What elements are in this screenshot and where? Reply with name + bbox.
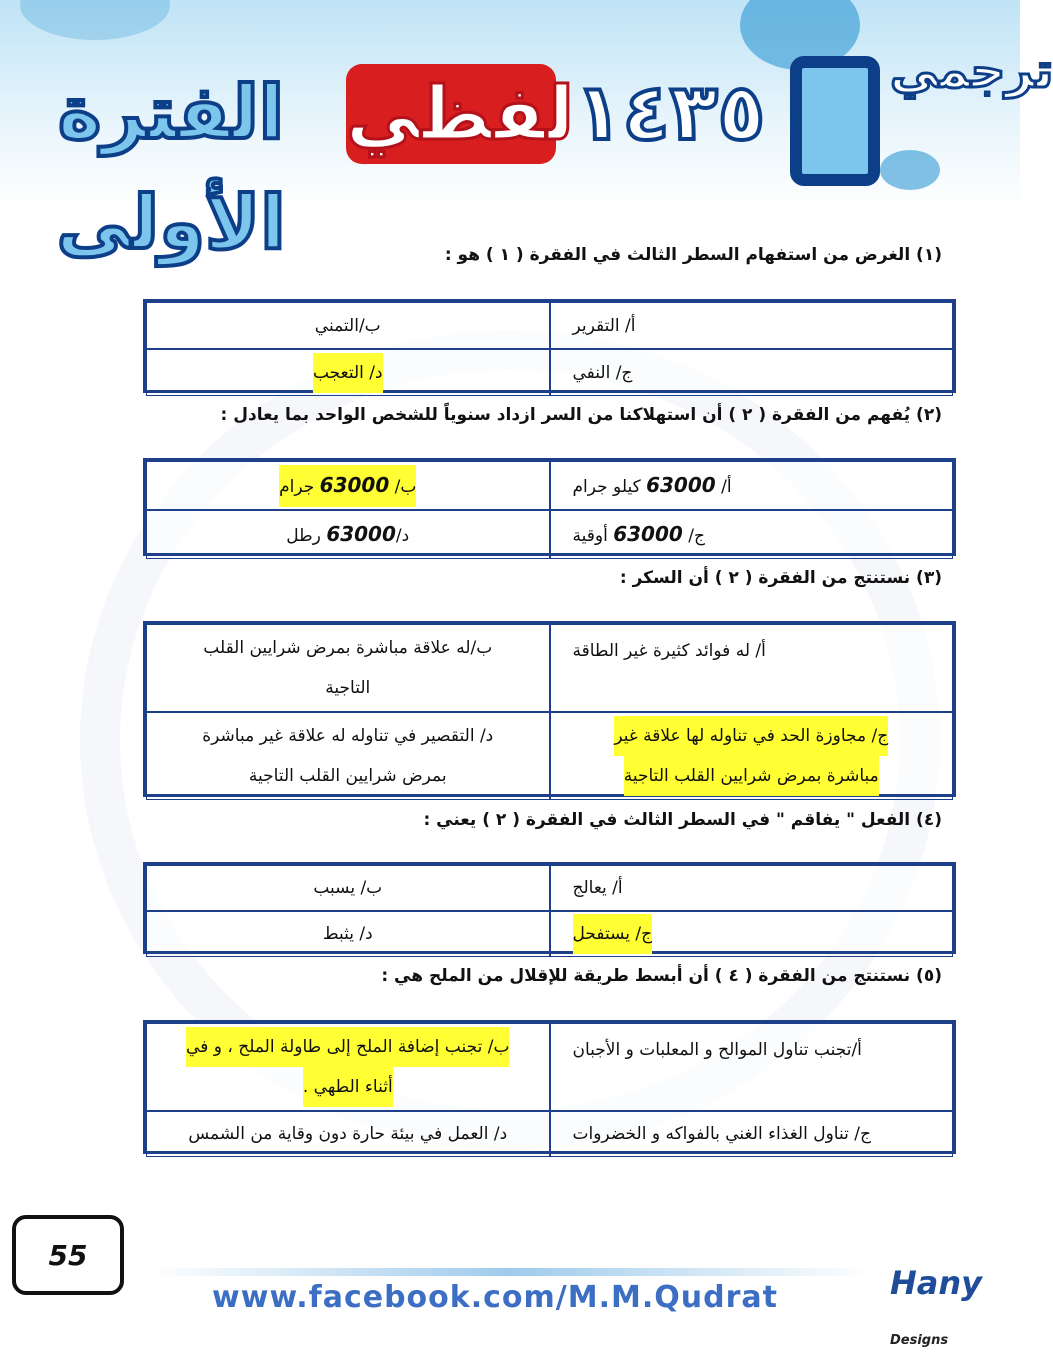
- option-b[interactable]: [146, 461, 550, 510]
- option-a[interactable]: [550, 624, 954, 712]
- option-unit: كيلو جرام: [572, 476, 641, 497]
- option-b[interactable]: [146, 1023, 550, 1111]
- logo-text: ترجمي: [890, 43, 1053, 99]
- hany-designs-logo: [890, 1258, 1005, 1348]
- option-c[interactable]: [550, 911, 954, 957]
- banner-title-first-period: الفترة الأولى: [56, 70, 286, 266]
- option-text: أ/ له فوائد كثيرة غير الطاقة: [572, 641, 766, 661]
- option-c[interactable]: [550, 510, 954, 559]
- option-text: د/ العمل في بيئة حارة دون وقاية من الشمس: [188, 1124, 508, 1144]
- answer-table-4: [143, 862, 956, 954]
- option-b[interactable]: [146, 865, 550, 911]
- option-text-highlighted: أثناء الطهي .: [303, 1067, 393, 1107]
- page-number: 55: [12, 1215, 124, 1295]
- tarjami-logo: [790, 38, 1053, 188]
- option-b[interactable]: [146, 624, 550, 712]
- option-text: أ/ يعالج: [572, 878, 623, 898]
- option-number: 63000: [613, 521, 683, 546]
- option-text-highlighted: [279, 465, 416, 507]
- option-text-highlighted: ج/ مجاوزة الحد في تناوله لها علاقة غير: [614, 716, 888, 756]
- footer-divider: [150, 1268, 870, 1276]
- option-text: د/ يثبط: [322, 924, 373, 944]
- option-prefix: أ/: [721, 476, 732, 497]
- option-text: ج/ النفي: [572, 362, 633, 383]
- question-5: (٥) نستنتج من الفقرة ( ٤ ) أن أبسط طريقة للإقلال من الملح هي :: [381, 966, 942, 986]
- option-text-highlighted: مباشرة بمرض شرايين القلب التاجية: [624, 756, 879, 796]
- option-text: ب/ يسبب: [313, 878, 383, 898]
- option-unit: أوقية: [572, 525, 608, 546]
- option-text-line: د/ التقصير في تناوله له علاقة غير مباشرة: [202, 726, 494, 746]
- option-text-line: التاجية: [325, 678, 371, 698]
- option-unit: رطل: [286, 525, 321, 546]
- option-text-highlighted: ب/ تجنب إضافة الملح إلى طاولة الملح ، و في: [186, 1027, 509, 1067]
- option-prefix: د/: [395, 525, 410, 546]
- option-text: [573, 465, 732, 507]
- option-prefix: ب/: [394, 476, 417, 497]
- answer-table-3: [143, 621, 956, 797]
- question-1: (١) الغرض من استفهام السطر الثالث في الفقرة ( ١ ) هو :: [444, 245, 942, 265]
- option-prefix: ج/: [688, 525, 705, 546]
- question-2: (٢) يُفهم من الفقرة ( ٢ ) أن استهلاكنا من السر ازداد سنوياً للشخص الواحد بما يعادل :: [220, 405, 942, 425]
- option-text: أ/تجنب تناول الموالح و المعلبات و الأجبان: [572, 1040, 862, 1060]
- banner-title-year: ١٤٣٥: [574, 68, 766, 158]
- option-text-line: بمرض شرايين القلب التاجية: [248, 766, 447, 786]
- option-a[interactable]: [550, 1023, 954, 1111]
- option-c[interactable]: [550, 712, 954, 800]
- option-text: [573, 514, 705, 556]
- option-number: 63000: [646, 472, 716, 497]
- option-text-highlighted: ج/ يستفحل: [573, 914, 653, 954]
- option-a[interactable]: [550, 302, 954, 349]
- brand-sub: Designs: [890, 1333, 949, 1348]
- option-a[interactable]: [550, 461, 954, 510]
- option-c[interactable]: [550, 349, 954, 396]
- option-number: 63000: [326, 521, 396, 546]
- option-a[interactable]: [550, 865, 954, 911]
- option-d[interactable]: [146, 712, 550, 800]
- answer-table-5: [143, 1020, 956, 1154]
- question-3: (٣) نستنتج من الفقرة ( ٢ ) أن السكر :: [619, 568, 942, 588]
- option-text: أ/ التقرير: [572, 315, 636, 336]
- option-text-line: ب/له علاقة مباشرة بمرض شرايين القلب: [203, 638, 493, 658]
- option-unit: جرام: [279, 476, 315, 497]
- option-text: ج/ تناول الغذاء الغني بالفواكه و الخضروات: [572, 1124, 871, 1144]
- option-c[interactable]: [550, 1111, 954, 1157]
- banner-title-verbal: لفظي: [346, 64, 556, 164]
- question-4: (٤) الفعل " يفاقم " في السطر الثالث في الفقرة ( ٢ ) يعني :: [423, 810, 942, 830]
- option-d[interactable]: [146, 349, 550, 396]
- paint-splash: [20, 0, 170, 40]
- option-text: ب/التمني: [314, 315, 381, 336]
- option-text-highlighted: د/ التعجب: [313, 353, 383, 393]
- brand-main: Hany: [890, 1264, 983, 1302]
- answer-table-1: [143, 299, 956, 393]
- option-text: [286, 514, 409, 556]
- footer-url: www.facebook.com/M.M.Qudrat: [212, 1280, 778, 1315]
- option-d[interactable]: [146, 1111, 550, 1157]
- option-d[interactable]: [146, 911, 550, 957]
- answer-table-2: [143, 458, 956, 556]
- option-number: 63000: [319, 472, 390, 497]
- option-b[interactable]: [146, 302, 550, 349]
- option-d[interactable]: [146, 510, 550, 559]
- logo-shape: [790, 56, 880, 186]
